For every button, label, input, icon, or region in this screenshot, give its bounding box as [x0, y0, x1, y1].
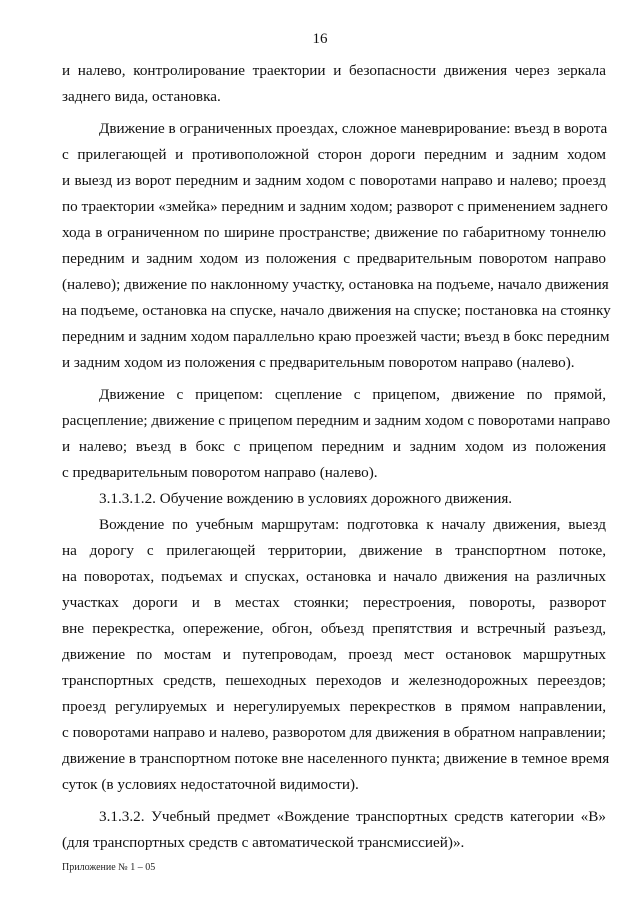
text-line: участках дороги и в местах стоянки; перестроения, повороты, разворот [62, 594, 606, 611]
text-line: суток (в условиях недостаточной видимости). [62, 776, 359, 793]
text-line: на подъеме, остановка на спуске, начало движения на спуске; постановка на стоянку [62, 302, 611, 319]
text-line: проезд регулируемых и нерегулируемых перекрестков в прямом направлении, [62, 698, 606, 715]
text-line: транспортных средств, пешеходных переходов и железнодорожных переездов; [62, 672, 606, 689]
text-line: и налево; въезд в бокс с прицепом передним и задним ходом из положения [62, 438, 606, 455]
text-line: передним и задним ходом параллельно краю проезжей части; въезд в бокс передним [62, 328, 610, 345]
text-line: 3.1.3.2. Учебный предмет «Вождение транспортных средств категории «В» [99, 808, 606, 825]
text-line: и налево, контролирование траектории и безопасности движения через зеркала [62, 62, 606, 79]
text-line: 3.1.3.1.2. Обучение вождению в условиях дорожного движения. [99, 490, 513, 507]
text-line: движение в транспортном потоке вне населенного пункта; движение в темное время [62, 750, 610, 767]
text-line: на поворотах, подъемах и спусках, остановка и начало движения на различных [62, 568, 606, 585]
text-line: с предварительным поворотом направо (налево). [62, 464, 378, 481]
page-number: 16 [312, 31, 328, 47]
text-line: вне перекрестка, опережение, обгон, объезд препятствия и встречный разъезд, [62, 620, 606, 637]
text-line: с прилегающей и противоположной сторон дороги передним и задним ходом [62, 146, 606, 163]
text-line: и выезд из ворот передним и задним ходом с поворотами направо и налево; проезд [62, 172, 606, 189]
text-line: передним и задним ходом из положения с предварительным поворотом направо [62, 250, 606, 267]
text-line: по траектории «змейка» передним и задним ходом; разворот с применением заднего [62, 198, 608, 215]
text-line: и задним ходом из положения с предварительным поворотом направо (налево). [62, 354, 575, 371]
text-line: (для транспортных средств с автоматической трансмиссией)». [62, 834, 465, 851]
footer-note: Приложение № 1 – 05 [62, 862, 156, 873]
text-line: Движение в ограниченных проездах, сложное маневрирование: въезд в ворота [99, 120, 608, 137]
text-line: Движение с прицепом: сцепление с прицепом, движение по прямой, [99, 386, 606, 403]
text-line: движение по мостам и путепроводам, проезд мест остановок маршрутных [62, 646, 606, 663]
text-line: (налево); движение по наклонному участку, остановка на подъеме, начало движения [62, 276, 609, 293]
text-line: хода в ограниченном по ширине пространстве; движение по габаритному тоннелю [62, 224, 606, 241]
text-line: расцепление; движение с прицепом передним и задним ходом с поворотами направо [62, 412, 611, 429]
text-line: Вождение по учебным маршрутам: подготовка к началу движения, выезд [99, 516, 606, 533]
text-line: с поворотами направо и налево, разворотом для движения в обратном направлении; [62, 724, 606, 741]
text-line: заднего вида, остановка. [62, 88, 221, 105]
body-text [62, 58, 611, 856]
text-line: на дорогу с прилегающей территории, движение в транспортном потоке, [62, 542, 606, 559]
